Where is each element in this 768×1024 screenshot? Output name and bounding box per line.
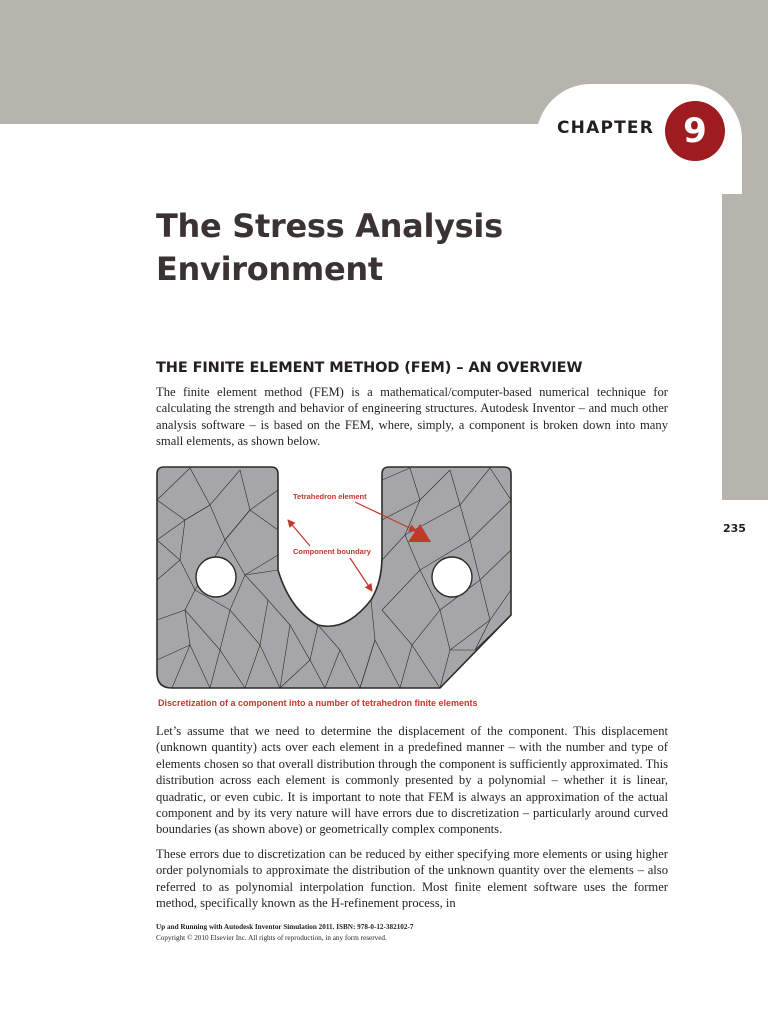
figure-caption: Discretization of a component into a number of tetrahedron finite elements	[158, 698, 478, 708]
page-footer	[156, 922, 413, 944]
footer-copyright-line: Copyright © 2010 Elsevier Inc. All rights of reproduction, in any form reserved.	[156, 934, 387, 942]
chapter-label: CHAPTER	[557, 118, 655, 138]
body-paragraph-1: The finite element method (FEM) is a mathematical/computer-based numerical technique for calculating the strength and behavior of engineering structures. Autodesk Inventor – and much other analysis software – is based on the FEM, where, simply, a component is broken down into many small elements, as shown below.	[156, 385, 668, 449]
body-paragraph-3: These errors due to discretization can be reduced by either specifying more elements or using higher order polynomials to approximate the distribution of the unknown quantity over the elements – also referred to as polynomial interpolation function. Most finite element software uses the former method, specifically known as the H-refinement process, in	[156, 847, 668, 911]
boundary-arrow-left	[288, 520, 310, 546]
label-tetrahedron-element: Tetrahedron element	[293, 492, 367, 501]
chapter-title	[156, 205, 503, 291]
chapter-number-badge: 9	[665, 101, 725, 161]
fem-mesh-illustration	[150, 460, 520, 712]
fem-mesh-figure	[150, 460, 520, 712]
body-paragraph-2: Let’s assume that we need to determine the displacement of the component. This displacement (unknown quantity) acts over each element in a predefined manner – with the number and type of elements chosen so that overall distribution through the component is sufficiently approximated. This distribution across each element is commonly presented by a polynomial – whether it is linear, quadratic, or even cubic. It is important to note that FEM is always an approximation of the actual component and by its very nature will have errors due to discretization – particularly around curved boundaries (as shown above) or geometrically complex components.	[156, 724, 668, 837]
chapter-title-line-1: The Stress Analysis	[156, 207, 503, 245]
boundary-arrow-right	[350, 558, 372, 591]
left-hole	[196, 557, 236, 597]
right-hole	[432, 557, 472, 597]
footer-book-line: Up and Running with Autodesk Inventor Simulation 2011. ISBN: 978-0-12-382102-7	[156, 923, 414, 931]
section-heading: THE FINITE ELEMENT METHOD (FEM) – AN OVERVIEW	[156, 360, 583, 376]
page-number: 235	[723, 522, 746, 535]
label-component-boundary: Component boundary	[293, 547, 371, 556]
chapter-title-line-2: Environment	[156, 250, 383, 288]
